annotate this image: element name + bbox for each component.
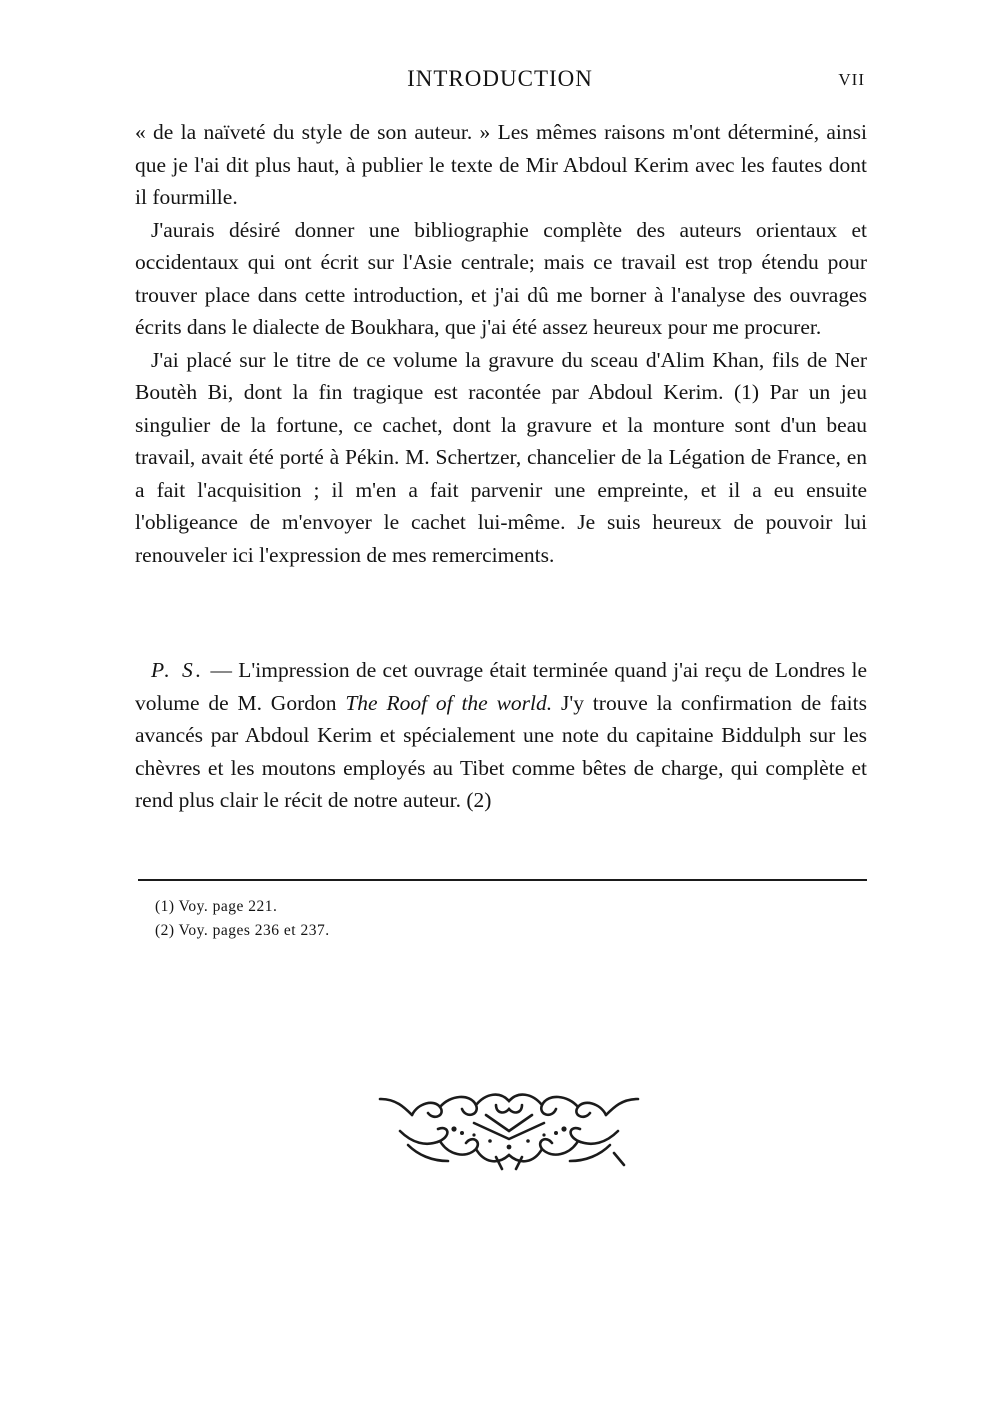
paragraph-1: « de la naïveté du style de son auteur. » Les mêmes raisons m'ont déterminé, ainsi que je l'ai dit plus haut, à publier le texte de Mir Abdoul Kerim avec les fautes dont il fourmille. [135, 120, 867, 209]
postscript-text-after: J'y trouve la confirmation de faits avancés par Abdoul Kerim et spécialement une note du capitaine Biddulph sur les chèvres et les moutons employés au Tibet comme bêtes de charge, qui complète et rend plus clair le récit de notre auteur. (2) [135, 690, 867, 812]
running-title: INTRODUCTION [407, 66, 593, 91]
book-title: The Roof of the world. [345, 690, 553, 715]
running-head [135, 66, 865, 96]
footnote-divider [138, 879, 867, 881]
postscript-text-before: — L'impression de cet ouvrage était terminée quand j'ai reçu de Londres le volume de M. Gordon [135, 658, 867, 715]
body-text [135, 116, 867, 571]
page-number: VII [838, 70, 865, 89]
footnote-1: (1) Voy. page 221. [155, 898, 278, 915]
paragraph-3: J'ai placé sur le titre de ce volume la gravure du sceau d'Alim Khan, fils de Ner Boutèh Bi, dont la fin tragique est racontée par Abdoul Kerim. (1) Par un jeu singulier de la fortune, ce cachet, dont la gravure et la monture sont d'un beau travail, avait été porté à Pékin. M. Schertzer, chancelier de la Légation de France, en a fait l'acquisition ; il m'en a fait parvenir une empreinte, et il a eu ensuite l'obligeance de m'envoyer le cachet lui-même. Je suis heureux de pouvoir lui renouveler ici l'expression de mes remerciments. [135, 347, 867, 567]
postscript [135, 654, 867, 817]
paragraph-2: J'aurais désiré donner une bibliographie complète des auteurs orientaux et occidentaux qui ont écrit sur l'Asie centrale; mais ce travail est trop étendu pour trouver place dans cette introduction, et j'ai dû me borner à l'analyse des ouvrages écrits dans le dialecte de Boukhara, que j'ai été assez heureux pour me procurer. [135, 217, 867, 339]
postscript-paragraph [135, 654, 867, 817]
scroll-ornament-icon [378, 1085, 640, 1175]
footnote-2: (2) Voy. pages 236 et 237. [155, 922, 330, 939]
postscript-label: P. S. [151, 658, 205, 682]
footnotes [155, 895, 755, 943]
